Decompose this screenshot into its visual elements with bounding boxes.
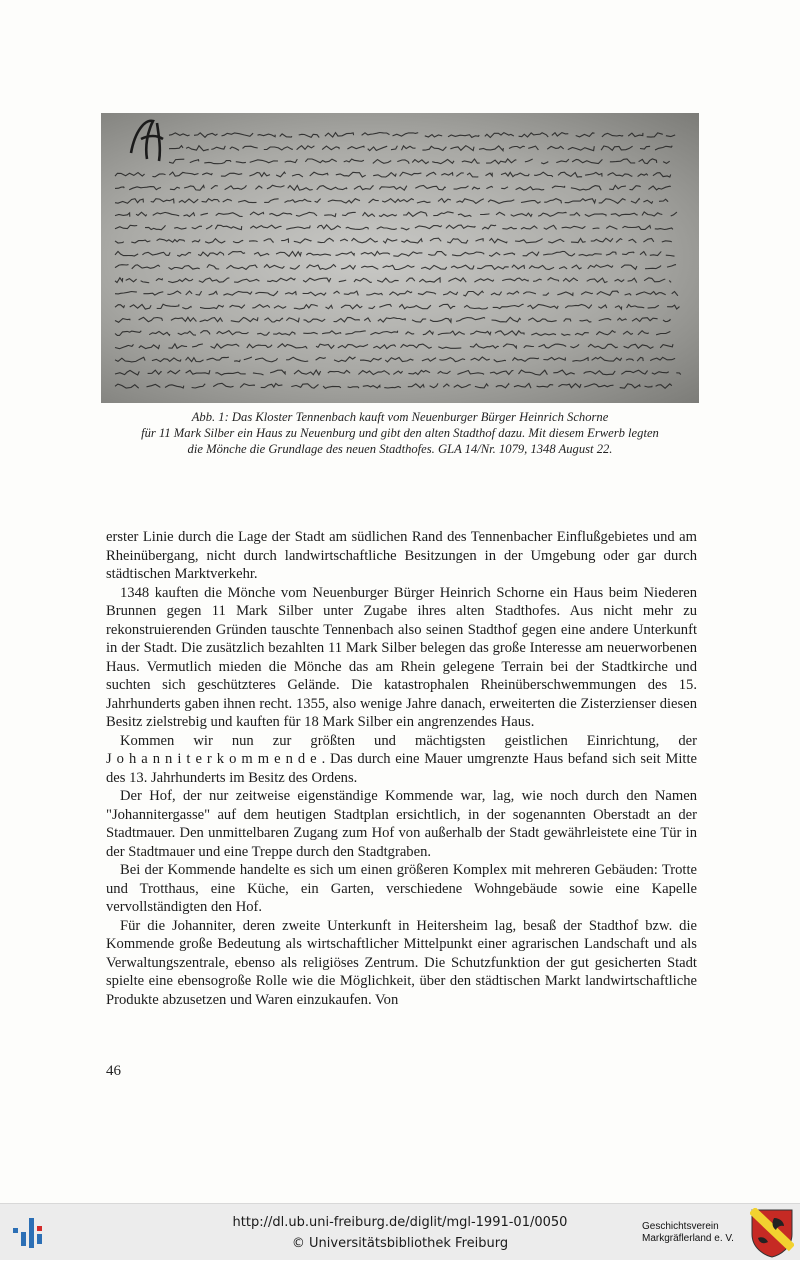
paragraph: 1348 kauften die Mönche vom Neuenburger Bürger Heinrich Schorne ein Haus beim Niederen Brunnen gegen 11 Mark Silber unter Zugabe ihres alten Stadthofes. Aus nicht mehr zu rekonstruierenden Gründen tauschte Tennenbach also seinen Stadthof gegen eine andere Unterkunft in der Stadt. Die zusätzlich bezahlten 11 Mark Silber belegen das große Interesse am neuerworbenen Haus. Vermutlich mieden die Mönche das am Rhein gelegene Terrain bei der Stadtkirche und suchten sich geschützteres Gelände. Die katastrophalen Rheinüberschwemmungen des 15. Jahrhunderts gaben ihnen recht. 1355, also wenige Jahre danach, erweiterten die Zisterzienser diesen Besitz zielstrebig und kauften für 18 Mark Silber ein angrenzendes Haus. [106,584,697,730]
paragraph: Der Hof, der nur zeitweise eigenständige Kommende war, lag, wie noch durch den Namen "Johannitergasse" auf dem heutigen Stadtplan ersichtlich, in der sogenannten Oberstadt an der Stadtmauer. Den unmittelbaren Zugang zum Hof von außerhalb der Stadt gewährleistete eine Tür in der Stadtmauer und eine Treppe durch den Stadtgraben. [106,788,697,860]
paragraph: Für die Johanniter, deren zweite Unterkunft in Heitersheim lag, besaß der Stadthof bzw. die Kommende große Bedeutung als wirtschaftlicher Mittelpunkt einer agrarischen Landschaft und als Verwaltungszentrale, ebenso als religiöses Zentrum. Die Schutzfunktion der gut gesicherten Stadt spielte eine ebensogroße Rolle wie die Möglichkeit, über den städtischen Markt landwirtschaftliche Produkte abzusetzen und Waren einzukaufen. Von [106,917,697,1008]
figure-caption [100,409,700,457]
paragraph-text: Kommen wir nun zur größten und mächtigsten geistlichen Einrichtung, der [120,732,697,749]
paragraph [106,732,697,788]
caption-line: Abb. 1: Das Kloster Tennenbach kauft vom Neuenburger Bürger Heinrich Schorne [191,410,609,424]
paragraph: Bei der Kommende handelte es sich um einen größeren Komplex mit mehreren Gebäuden: Trotte und Trotthaus, eine Küche, ein Garten, verschiedene Wohngebäude sowie eine Kapelle vervollständigten den Hof. [106,862,697,915]
coat-of-arms-icon [750,1208,794,1258]
publisher-line: Geschichtsverein [642,1221,719,1232]
ub-freiburg-logo-icon[interactable] [10,1212,50,1254]
paragraph: erster Linie durch die Lage der Stadt am südlichen Rand des Tennenbacher Einflußgebietes und am Rheinübergang, nicht durch landwirtschaftliche Besitzungen in der Umgebung oder gar durch städtischen Marktverkehr. [106,529,697,582]
copyright-notice: © Universitätsbibliothek Freiburg [291,1236,509,1251]
caption-line: für 11 Mark Silber ein Haus zu Neuenburg und gibt den alten Stadthof dazu. Mit diesem Erwerb legten [141,426,659,440]
publisher-line: Markgräflerland e. V. [642,1233,734,1244]
viewer-footer [0,1203,800,1260]
publisher-name [642,1221,748,1245]
page-number: 46 [106,1063,121,1079]
spaced-term: Johanniterkommende [106,751,322,767]
manuscript-image [101,113,699,403]
caption-line: die Mönche die Grundlage des neuen Stadthofes. GLA 14/Nr. 1079, 1348 August 22. [187,442,613,456]
paragraph-text: . Das durch eine Mauer umgrenzte Haus befand sich seit Mitte des 13. Jahrhunderts im Besitz des Ordens. [106,751,697,786]
body-text [106,528,697,1009]
permalink-url[interactable]: http://dl.ub.uni-freiburg.de/diglit/mgl-1991-01/0050 [232,1215,568,1230]
